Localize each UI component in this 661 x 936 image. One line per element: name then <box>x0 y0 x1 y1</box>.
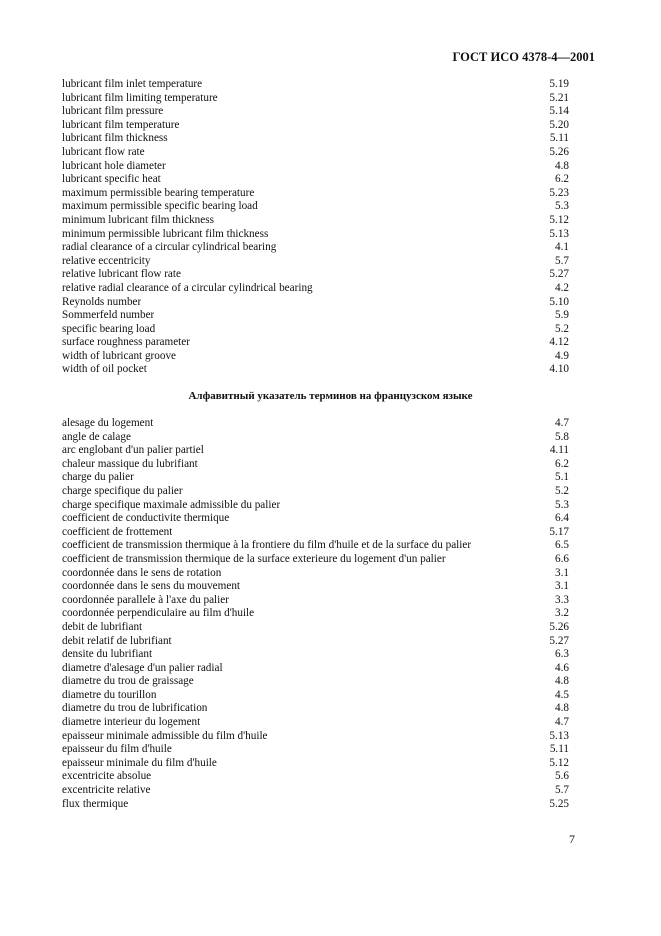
index-entry <box>62 798 569 812</box>
index-entry <box>62 309 569 323</box>
index-term: lubricant hole diameter <box>62 159 166 172</box>
index-entry <box>62 485 569 499</box>
index-reference: 5.13 <box>549 729 569 742</box>
index-reference: 6.2 <box>555 173 569 186</box>
index-reference: 3.1 <box>555 566 569 579</box>
index-reference: 5.9 <box>555 309 569 322</box>
document-header: ГОСТ ИСО 4378-4—2001 <box>452 50 595 64</box>
index-entry <box>62 580 569 594</box>
index-reference: 3.2 <box>555 607 569 620</box>
index-entry <box>62 770 569 784</box>
index-entry <box>62 702 569 716</box>
index-term: specific bearing load <box>62 322 156 335</box>
index-entry <box>62 675 569 689</box>
index-term: lubricant film limiting temperature <box>62 91 218 104</box>
index-entry <box>62 431 569 445</box>
index-entry <box>62 336 569 350</box>
index-entry <box>62 716 569 730</box>
index-reference: 5.7 <box>555 254 569 267</box>
index-entry <box>62 296 569 310</box>
index-entry <box>62 607 569 621</box>
index-reference: 5.23 <box>549 186 569 199</box>
index-entry <box>62 648 569 662</box>
index-term: coefficient de conductivite thermique <box>62 512 230 525</box>
index-reference: 3.3 <box>555 593 569 606</box>
index-term: angle de calage <box>62 430 131 443</box>
index-reference: 5.19 <box>549 78 569 90</box>
index-term: radial clearance of a circular cylindrical bearing <box>62 241 277 254</box>
index-entry <box>62 255 569 269</box>
index-term: relative eccentricity <box>62 254 151 267</box>
index-term: epaisseur du film d'huile <box>62 743 172 756</box>
index-entry <box>62 417 569 431</box>
index-reference: 5.20 <box>549 118 569 131</box>
index-reference: 5.14 <box>549 105 569 118</box>
index-term: Sommerfeld number <box>62 309 155 322</box>
index-reference: 4.1 <box>555 241 569 254</box>
index-entry <box>62 471 569 485</box>
index-reference: 6.3 <box>555 648 569 661</box>
index-reference: 5.21 <box>549 91 569 104</box>
index-reference: 5.26 <box>549 145 569 158</box>
index-reference: 6.2 <box>555 457 569 470</box>
index-term: lubricant film pressure <box>62 105 164 118</box>
index-reference: 5.12 <box>549 213 569 226</box>
index-entry <box>62 187 569 201</box>
index-entry <box>62 689 569 703</box>
index-reference: 4.7 <box>555 417 569 429</box>
index-entry <box>62 526 569 540</box>
index-term: minimum permissible lubricant film thickness <box>62 227 269 240</box>
index-reference: 4.7 <box>555 716 569 729</box>
index-reference: 4.8 <box>555 159 569 172</box>
index-reference: 5.3 <box>555 498 569 511</box>
index-term: charge du palier <box>62 471 134 484</box>
index-entry <box>62 743 569 757</box>
index-entry <box>62 200 569 214</box>
index-entry <box>62 363 569 377</box>
index-reference: 5.6 <box>555 770 569 783</box>
index-entry <box>62 214 569 228</box>
index-reference: 5.8 <box>555 430 569 443</box>
index-entry <box>62 662 569 676</box>
index-entry <box>62 228 569 242</box>
index-term: epaisseur minimale du film d'huile <box>62 756 217 769</box>
index-reference: 4.2 <box>555 281 569 294</box>
index-term: diametre du tourillon <box>62 688 157 701</box>
index-term: debit relatif de lubrifiant <box>62 634 172 647</box>
index-entry <box>62 105 569 119</box>
index-reference: 4.8 <box>555 675 569 688</box>
index-term: epaisseur minimale admissible du film d'huile <box>62 729 268 742</box>
index-entry <box>62 78 569 92</box>
index-reference: 5.13 <box>549 227 569 240</box>
index-reference: 5.10 <box>549 295 569 308</box>
index-term: maximum permissible bearing temperature <box>62 186 255 199</box>
index-term: alesage du logement <box>62 417 154 429</box>
index-term: lubricant flow rate <box>62 145 145 158</box>
index-term: chaleur massique du lubrifiant <box>62 457 198 470</box>
index-term: diametre interieur du logement <box>62 716 201 729</box>
section-title: Алфавитный указатель терминов на французском языке <box>188 390 473 402</box>
index-entry <box>62 160 569 174</box>
index-entry <box>62 92 569 106</box>
index-term: charge specifique maximale admissible du palier <box>62 498 281 511</box>
index-entry <box>62 621 569 635</box>
index-entry <box>62 173 569 187</box>
index-entry <box>62 567 569 581</box>
index-reference: 6.6 <box>555 552 569 565</box>
english-term-index <box>62 78 569 377</box>
index-term: charge specifique du palier <box>62 484 183 497</box>
index-term: arc englobant d'un palier partiel <box>62 444 204 457</box>
index-term: lubricant film temperature <box>62 118 180 131</box>
index-entry <box>62 268 569 282</box>
index-term: coordonnée perpendiculaire au film d'huile <box>62 607 255 620</box>
index-entry <box>62 350 569 364</box>
index-term: diametre du trou de lubrification <box>62 702 208 715</box>
index-term: diametre d'alesage d'un palier radial <box>62 661 223 674</box>
index-term: flux thermique <box>62 797 129 810</box>
index-entry <box>62 635 569 649</box>
index-term: lubricant film thickness <box>62 132 168 145</box>
index-term: coefficient de frottement <box>62 525 173 538</box>
index-reference: 5.1 <box>555 471 569 484</box>
index-reference: 5.17 <box>549 525 569 538</box>
index-term: maximum permissible specific bearing load <box>62 200 258 213</box>
index-reference: 5.27 <box>549 268 569 281</box>
index-reference: 5.7 <box>555 784 569 797</box>
index-entry <box>62 282 569 296</box>
index-entry <box>62 512 569 526</box>
index-entry <box>62 757 569 771</box>
index-reference: 4.9 <box>555 349 569 362</box>
index-term: coordonnée dans le sens du mouvement <box>62 580 241 593</box>
index-entry <box>62 146 569 160</box>
index-term: Reynolds number <box>62 295 142 308</box>
index-entry <box>62 730 569 744</box>
index-reference: 3.1 <box>555 580 569 593</box>
index-reference: 5.2 <box>555 322 569 335</box>
index-entry <box>62 784 569 798</box>
index-term: densite du lubrifiant <box>62 648 153 661</box>
index-reference: 4.5 <box>555 688 569 701</box>
index-term: minimum lubricant film thickness <box>62 213 214 226</box>
index-entry <box>62 241 569 255</box>
index-entry <box>62 499 569 513</box>
index-reference: 5.12 <box>549 756 569 769</box>
index-entry <box>62 458 569 472</box>
index-term: coordonnée dans le sens de rotation <box>62 566 222 579</box>
index-entry <box>62 132 569 146</box>
index-reference: 6.4 <box>555 512 569 525</box>
index-term: lubricant specific heat <box>62 173 161 186</box>
index-reference: 5.26 <box>549 620 569 633</box>
index-reference: 4.11 <box>549 444 569 457</box>
index-reference: 4.8 <box>555 702 569 715</box>
index-term: surface roughness parameter <box>62 336 190 349</box>
index-term: relative radial clearance of a circular cylindrical bearing <box>62 281 313 294</box>
index-term: coefficient de transmission thermique à la frontiere du film d'huile et de la surface du palier <box>62 539 472 552</box>
index-reference: 5.11 <box>549 132 569 145</box>
index-reference: 6.5 <box>555 539 569 552</box>
index-term: debit de lubrifiant <box>62 620 143 633</box>
index-reference: 5.11 <box>549 743 569 756</box>
page-number: 7 <box>569 832 575 846</box>
index-entry <box>62 553 569 567</box>
index-reference: 5.3 <box>555 200 569 213</box>
index-reference: 4.12 <box>549 336 569 349</box>
french-term-index <box>62 417 569 811</box>
index-term: coordonnée parallele à l'axe du palier <box>62 593 229 606</box>
index-reference: 4.6 <box>555 661 569 674</box>
index-entry <box>62 323 569 337</box>
index-entry <box>62 119 569 133</box>
index-reference: 5.25 <box>549 797 569 810</box>
index-term: width of oil pocket <box>62 363 147 376</box>
index-term: lubricant film inlet temperature <box>62 78 203 90</box>
index-entry <box>62 444 569 458</box>
index-reference: 5.27 <box>549 634 569 647</box>
index-term: width of lubricant groove <box>62 349 177 362</box>
index-reference: 4.10 <box>549 363 569 376</box>
index-entry <box>62 594 569 608</box>
index-term: diametre du trou de graissage <box>62 675 194 688</box>
index-term: excentricite absolue <box>62 770 152 783</box>
index-reference: 5.2 <box>555 484 569 497</box>
index-term: coefficient de transmission thermique de la surface exterieure du logement d'un palier <box>62 552 446 565</box>
index-term: excentricite relative <box>62 784 151 797</box>
index-entry <box>62 539 569 553</box>
index-term: relative lubricant flow rate <box>62 268 181 281</box>
